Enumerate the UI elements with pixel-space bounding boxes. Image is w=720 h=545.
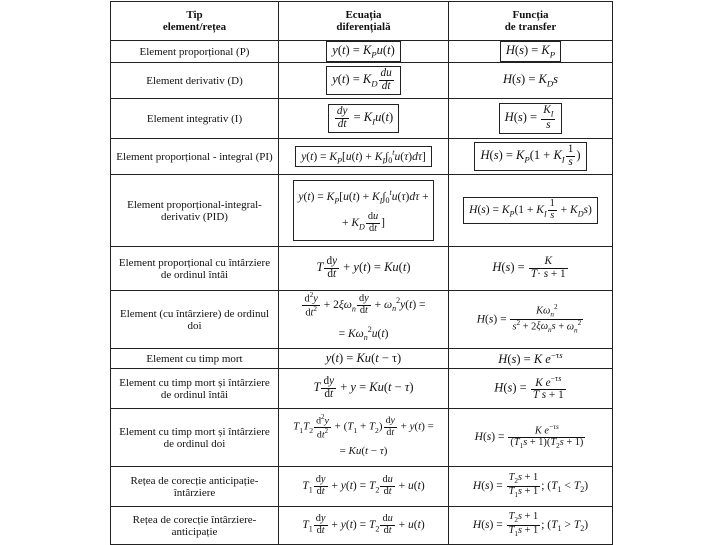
row-equation: y(t) = Ku(t − τ) [279,349,449,369]
row-equation: T $\frac{dy}{dt}$ + y(t) = Ku(t) [279,247,449,291]
row-equation: T $\frac{dy}{dt}$ + y = Ku(t − τ) [279,369,449,409]
table-row [111,99,613,139]
row-equation: $T_1$ $\frac{dy}{dt}$ + $y(t) = T_2$ $\frac{du}{dt}$ + u(t) [279,467,449,507]
row-equation: $\frac{dy}{dt}$ = $K_Iu(t)$ [279,99,449,139]
row-equation: $T_1$ $\frac{dy}{dt}$ + $y(t) = T_2$ $\frac{du}{dt}$ + u(t) [279,507,449,545]
row-transfer: $H(s) = K_P$ [449,41,613,63]
table-row [111,247,613,291]
table-row [111,467,613,507]
table-row [111,175,613,247]
row-name: Element cu timp mort și întârziere de ordinul doi [111,409,279,467]
row-name: Element proporțional - integral (PI) [111,139,279,175]
table-row [111,369,613,409]
row-transfer: $H(s) = K_P(1 + K_I$ $\frac{1}{s}$ ) [449,139,613,175]
row-name: Element cu timp mort [111,349,279,369]
row-name: Element integrativ (I) [111,99,279,139]
row-transfer: H(s) = K $e^{-\tau s}$ [449,349,613,369]
row-transfer: $H(s) = K_P(1 + K_I$ $\frac{1}{s}$ + $K_Ds$) [449,175,613,247]
table-row [111,507,613,545]
row-name: Element derivativ (D) [111,63,279,99]
row-equation: $T_1T_2$ $\frac{d^2y}{dt^2}$ + $(T_1 + T_2)$ $\frac{dy}{dt}$ + y(t) = = Ku(t − τ) [279,409,449,467]
table-row [111,291,613,349]
transfer-function-table [110,1,613,545]
row-name: Element (cu întârziere) de ordinul doi [111,291,279,349]
table-row [111,63,613,99]
header-row [111,2,613,41]
row-name: Element cu timp mort și întârziere de ordinul întâi [111,369,279,409]
row-equation: $y(t) = K_P[u(t) + K_I\int_0^tu(\tau)d\tau]$ [279,139,449,175]
row-name: Rețea de corecție anticipație-întârziere [111,467,279,507]
row-name: Element proporțional cu întârziere de ordinul întâi [111,247,279,291]
row-name: Element proporțional-integral-derivativ (PID) [111,175,279,247]
row-equation: $\frac{d^2y}{dt^2}$ + $2\xi\omega_n$ $\frac{dy}{dt}$ + $\omega_n^2y(t)$ = = $K\omega_n^2u(t)$ [279,291,449,349]
row-transfer: H(s) = $\frac{T_2s + 1}{T_1s + 1}$ ; $(T_1 < T_2)$ [449,467,613,507]
row-transfer: H(s) = $\frac{K\omega_n^2}{s^2 + 2\xi\omega_ns + \omega_n^2}$ [449,291,613,349]
row-transfer: H(s) = $\frac{K_I}{s}$ [449,99,613,139]
table-row [111,409,613,467]
row-transfer: H(s) = $\frac{K e^{-\tau s}}{(T_1s + 1)(T_2s + 1)}$ [449,409,613,467]
row-equation: $y(t) = K_P[u(t) + K_I\int_0^tu(\tau)d\tau$ + + $K_D$ $\frac{du}{dt}$ ] [279,175,449,247]
row-name: Rețea de corecție întârziere-anticipație [111,507,279,545]
row-transfer: H(s) = $\frac{K e^{-\tau s}}{\text{T s + 1}}$ [449,369,613,409]
table-row [111,41,613,63]
row-equation: $y(t) = K_D$ $\frac{du}{dt}$ [279,63,449,99]
row-equation: $y(t) = K_Pu(t)$ [279,41,449,63]
header-transfer: Funcția de transfer [449,2,613,41]
row-name: Element proporțional (P) [111,41,279,63]
table-row [111,139,613,175]
header-equation: Ecuația diferențială [279,2,449,41]
table-row [111,349,613,369]
header-type: Tip element/rețea [111,2,279,41]
row-transfer: H(s) = $\frac{T_2s + 1}{T_1s + 1}$ ; $(T_1 > T_2)$ [449,507,613,545]
row-transfer: $H(s) = K_Ds$ [449,63,613,99]
row-transfer: H(s) = $\frac{K}{T\cdot s + 1}$ [449,247,613,291]
